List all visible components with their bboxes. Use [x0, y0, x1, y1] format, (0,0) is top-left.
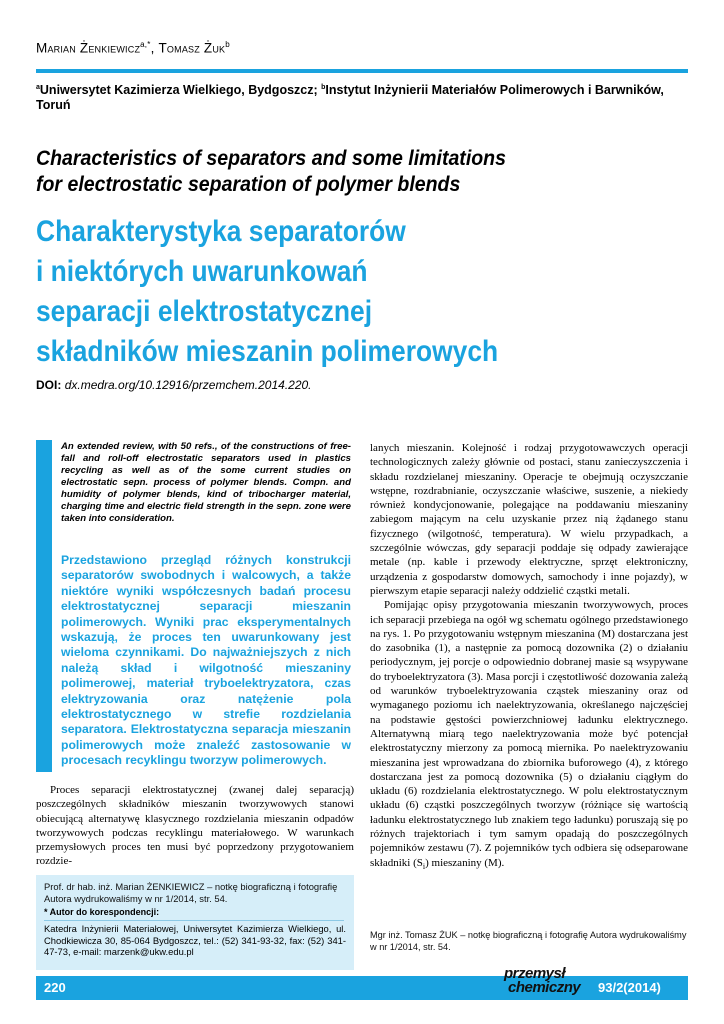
- title-pl-line: Charakterystyka separatorów: [36, 215, 406, 248]
- title-english: [36, 146, 631, 198]
- affil-b: Instytut Inżynierii Materiałów Polimerowych i Barwników, Toruń: [36, 83, 664, 113]
- body-column-right: [370, 441, 688, 874]
- title-pl-line: i niektórych uwarunkowań: [36, 255, 368, 288]
- affil-sup-a: a: [36, 84, 40, 91]
- doi-line: [36, 378, 312, 392]
- author-2-bio-note: Mgr inż. Tomasz ŻUK – notkę biograficzną i fotografię Autora wydrukowaliśmy w nr 1/2014, str. 54.: [370, 930, 687, 952]
- abstract-english: An extended review, with 50 refs., of the constructions of free-fall and roll-off electrostatic separators used in plastics recycling as well as of the some current studies on electrostatic sepn. process of polymer blends. Compn. and humidity of polymer blends, kind of tribocharger material, charging time and electric field strength in the sepn. zone were taken into consideration.: [61, 441, 351, 524]
- paragraph-text: Pomijając opisy przygotowania mieszanin tworzywowych, proces ich separacji przebiega na ogół wg schematu ogólnego przedstawionego na rys. 1. Po przygotowaniu wstępnym mieszanina (M) dostarczana jest do zasobnika (1), a następnie za pomocą dozownika (2) o działaniu periodycznym, jej porcje o odpowiednio dobranej masie są wsypywane do tryboelektryzatora (3). Masa porcji i częstotliwość dozowania zależą od warunków tryboelektryzowania cząstek mieszaniny oraz od wymaganego poziomu ich naelektryzowania, określanego najczęściej na podstawie gęstości powierzchniowej ładunku elektrycznego. Alternatywną miarą tego naelektryzowania może być potencjał elektrostatyczny mierzony za pomocą miernika. Po naelektryzowaniu mieszanina jest wprowadzana do zbiornika buforowego (4), z którego dostarczana jest za pomocą dozownika (5) o działaniu ciągłym do układu (6) rozdzielania elektrostatycznego. W polu elektrostatycznym układu (6) cząstki poszczególnych tworzyw (różniące się wartością ładunku elektrostatycznego lub znakiem tego ładunku) poruszają się po różnych trajektoriach i tym samym opadają do poszczególnych pojemników zestawu (7). Z pojemników tych odbiera się odseparowane składniki (S: [370, 599, 688, 869]
- author-separator: ,: [150, 40, 159, 56]
- author-2-sup: b: [225, 40, 230, 49]
- paragraph: [370, 598, 688, 874]
- abstract-accent-bar: [36, 440, 52, 772]
- paragraph-end: ) mieszaniny (M).: [425, 856, 505, 869]
- author-bio-note: Prof. dr hab. inż. Marian ŻENKIEWICZ – notkę biograficzną i fotografię Autora wydrukowaliśmy w nr 1/2014, str. 54.: [44, 881, 338, 904]
- paragraph: Proces separacji elektrostatycznej (zwanej dalej separacją) poszczególnych składników mieszanin tworzywowych stanowi obiecującą alternatywę klasycznego rozdzielania mieszanin odpadów tworzywowych podczas recyklingu materiałowego. W warunkach przemysłowych proces ten musi być poprzedzony przygotowaniem rozdzie-: [36, 784, 354, 868]
- doi-link[interactable]: dx.medra.org/10.12916/przemchem.2014.220.: [64, 378, 312, 392]
- journal-logo: [504, 966, 584, 1006]
- title-en-line: for electrostatic separation of polymer blends: [36, 173, 461, 196]
- title-pl-line: separacji elektrostatycznej: [36, 295, 373, 328]
- footer-bar: [36, 976, 688, 1000]
- doi-label: DOI:: [36, 378, 62, 392]
- title-en-line: Characteristics of separators and some limitations: [36, 147, 506, 170]
- author-2: Tomasz Żuk: [158, 40, 226, 56]
- abstract-polish: Przedstawiono przegląd różnych konstrukcji separatorów swobodnych i walcowych, a także niektóre wyniki współczesnych badań procesu elektrostatycznej separacji mieszanin polimerowych. Wyniki prac eksperymentalnych wskazują, że proces ten uwarunkowany jest wieloma czynnikami. Do najważniejszych z nich należą skład i wilgotność mieszaniny polimerowej, materiał tryboelektryzatora, czas elektryzowania oraz natężenie pola elektrostatycznego w strefie rozdzielania separatora. Elektrostatyczna separacja mieszanin polimerowych może znaleźć zastosowanie w procesach recyklingu tworzyw polimerowych.: [61, 553, 351, 768]
- divider: [44, 920, 344, 921]
- issue-number: 93/2(2014): [598, 980, 661, 995]
- logo-line-2: chemiczny: [508, 979, 581, 996]
- top-rule: [36, 69, 688, 73]
- logo-line-1: przemysł: [504, 965, 566, 982]
- subscript: i: [422, 861, 426, 871]
- author-1: Marian Żenkiewicz: [36, 40, 141, 56]
- correspondence-address: Katedra Inżynierii Materiałowej, Uniwersytet Kazimierza Wielkiego, ul. Chodkiewicza 30, 85-064 Bydgoszcz, tel.: (52) 341-93-32, fax: (52) 341-47-73, e-mail: marzenk@ukw.edu.pl: [44, 923, 346, 957]
- author-1-star: *: [147, 40, 151, 49]
- correspondence-header: * Autor do korespondencji:: [44, 907, 160, 917]
- author-info-box: [36, 875, 354, 970]
- affil-sup-b: b: [321, 84, 326, 91]
- title-polish: [36, 212, 634, 372]
- affil-a: Uniwersytet Kazimierza Wielkiego, Bydgoszcz;: [39, 83, 322, 98]
- page-number: 220: [44, 980, 66, 995]
- author-1-sup: a,: [140, 40, 148, 49]
- body-column-left: [36, 783, 354, 869]
- paragraph: lanych mieszanin. Kolejność i rodzaj przygotowawczych operacji technologicznych zależy głównie od postaci, stanu zanieczyszczenia i składu rozdzielanej mieszaniny. Operacje te obejmują oczyszczanie wstępne, rozdrabnianie, oczyszczanie właściwe, suszenie, a niekiedy również kondycjonowanie, polegające na poddawaniu mieszaniny zabiegom mającym na celu uzyskanie przez nią żądanego stanu fizycznego (wilgotność, temperatura). W wielu przypadkach, a szczególnie wówczas, gdy separacji poddaje się odpady zawierające metale (np. kable i przewody elektryczne, sprzęt elektroniczny, urządzenia z gospodarstw domowych, samochody i inne pojazdy), w pierwszym etapie separacji należy oddzielić cząstki metali.: [370, 442, 688, 597]
- title-pl-line: składników mieszanin polimerowych: [36, 335, 499, 368]
- authors-line: [36, 40, 230, 56]
- affiliations: [36, 80, 676, 113]
